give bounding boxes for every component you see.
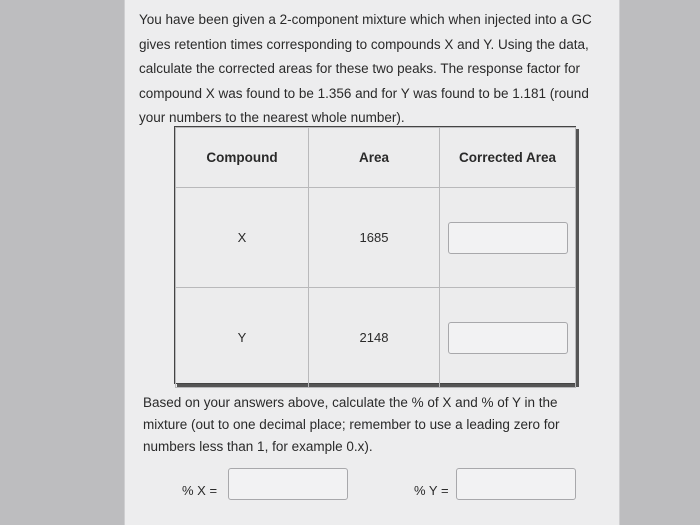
area-cell: 2148 (309, 288, 440, 388)
table-row (176, 288, 576, 388)
area-cell: 1685 (309, 188, 440, 288)
header-area: Area (309, 128, 440, 188)
compound-cell: X (176, 188, 309, 288)
corrected-area-cell (440, 288, 576, 388)
data-table-container (174, 126, 576, 384)
corrected-area-x-input[interactable] (448, 222, 568, 254)
table-header-row (176, 128, 576, 188)
percent-x-input[interactable] (228, 468, 348, 500)
percent-y-input[interactable] (456, 468, 576, 500)
data-table (175, 127, 576, 388)
compound-cell: Y (176, 288, 309, 388)
percent-x-label: % X = (182, 483, 218, 498)
header-corrected-area: Corrected Area (440, 128, 576, 188)
header-compound: Compound (176, 128, 309, 188)
corrected-area-cell (440, 188, 576, 288)
question-part2: Based on your answers above, calculate the % of X and % of Y in the mixture (out to one decimal place; remember to use a leading zero for numbers less than 1, for example 0.x). (143, 395, 560, 454)
percent-y-label: % Y = (414, 483, 449, 498)
corrected-area-y-input[interactable] (448, 322, 568, 354)
question-intro: You have been given a 2-component mixture which when injected into a GC gives retention times corresponding to compounds X and Y. Using the data, calculate the corrected areas for these two peaks. The response factor for compound X was found to be 1.356 and for Y was found to be 1.181 (round your numbers to the nearest whole number). (139, 12, 592, 125)
table-row (176, 188, 576, 288)
